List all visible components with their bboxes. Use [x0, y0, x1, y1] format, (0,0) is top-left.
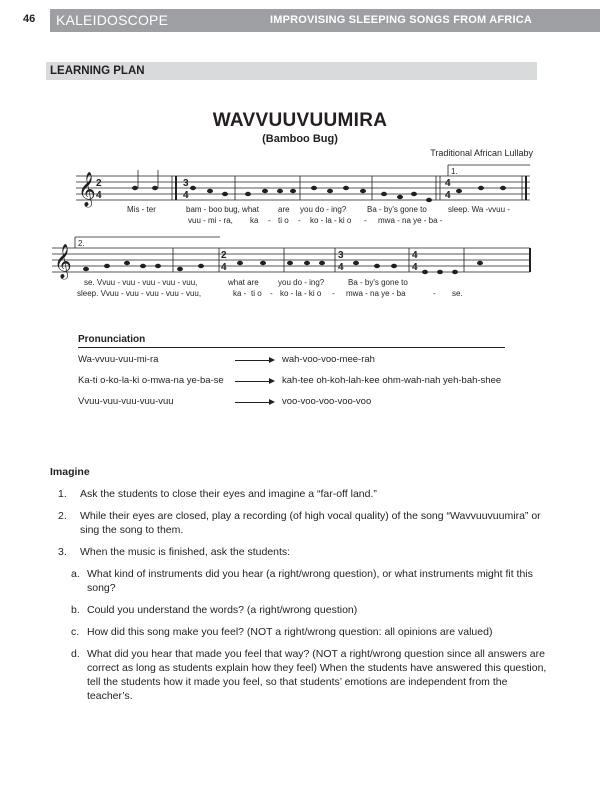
question-text: What did you hear that made you feel that way? (NOT a right/wrong question since all answers are correct as long as students explain how they feel) When the students have answered this question, tell the students how it made you feel, so that students’ emotions are independent from the teacher’s. [87, 648, 547, 702]
pronunciation-source: Vvuu-vuu-vuu-vuu-vuu [78, 396, 174, 407]
svg-text:4: 4 [221, 262, 227, 273]
svg-text:3: 3 [338, 250, 344, 261]
svg-text:2: 2 [221, 250, 227, 261]
question-letter: c. [71, 626, 80, 638]
lyrics-line-1-verse-2 [188, 216, 443, 225]
step-text: Ask the students to close their eyes and imagine a “far-off land.” [80, 488, 377, 500]
time-signatures-line-2 [221, 250, 418, 273]
pronunciation-sounds-like: voo-voo-voo-voo-voo [282, 396, 372, 407]
question-item [50, 625, 552, 639]
svg-text:4: 4 [183, 190, 189, 201]
running-title: IMPROVISING SLEEPING SONGS FROM AFRICA [269, 14, 532, 26]
pronunciation-source: Ka-ti o-ko-la-ki o-mwa-na ye-ba-se [78, 375, 224, 386]
staff-line-1 [76, 176, 530, 200]
lyrics-line-2-verse-2 [77, 289, 463, 298]
svg-text:Ba - by's gone to: Ba - by's gone to [367, 205, 427, 214]
second-ending-label: 2. [78, 239, 85, 248]
svg-text:se. Vvuu - vuu - vuu - vuu -: se. Vvuu - vuu - vuu - vuu - vuu, [84, 278, 198, 287]
lyrics-line-1-verse-1 [127, 205, 510, 214]
step-number: 1. [58, 488, 67, 500]
treble-clef-icon-2: 𝄞 [54, 245, 72, 278]
svg-text:ko - la - ki o: ko - la - ki o [310, 216, 352, 225]
brand-logo: KALEIDOSCOPE [56, 12, 169, 28]
imagine-heading: Imagine [50, 466, 90, 478]
svg-text:you do - ing?: you do - ing? [278, 278, 325, 287]
svg-text:vuu - mi - ra,: vuu - mi - ra, [188, 216, 233, 225]
section-title: LEARNING PLAN [50, 65, 145, 77]
question-letter: a. [71, 568, 80, 580]
question-text: Could you understand the words? (a right/wrong question) [87, 604, 358, 616]
svg-text:ti o: ti o [251, 289, 262, 298]
first-ending-label: 1. [451, 167, 458, 176]
pronunciation-divider [78, 347, 505, 348]
svg-text:ka -: ka - [233, 289, 247, 298]
svg-text:-: - [270, 289, 273, 298]
svg-text:4: 4 [96, 190, 102, 201]
step-number: 3. [58, 546, 67, 558]
step-item [50, 487, 550, 501]
question-item [50, 603, 552, 617]
arrow-right-icon [235, 360, 273, 361]
question-text: What kind of instruments did you hear (a right/wrong question), or what instruments might fit this song? [87, 568, 533, 594]
question-text: How did this song make you feel? (NOT a right/wrong question: all opinions are valued) [87, 626, 493, 638]
pronunciation-row [78, 375, 508, 389]
svg-text:4: 4 [412, 250, 418, 261]
imagine-section [50, 465, 550, 711]
svg-text:sleep. Vvuu - vuu - vuu - vuu: sleep. Vvuu - vuu - vuu - vuu - vuu, [77, 289, 202, 298]
step-text: When the music is finished, ask the students: [80, 546, 291, 558]
pronunciation-row [78, 354, 508, 368]
pronunciation-source: Wa-vvuu-vuu-mi-ra [78, 354, 159, 365]
pronunciation-sounds-like: kah-tee oh-koh-lah-kee ohm-wah-nah yeh-bah-shee [282, 375, 502, 386]
page-number: 46 [23, 13, 36, 25]
svg-text:4: 4 [338, 262, 344, 273]
staff-line-2 [52, 248, 530, 272]
lyrics-line-2-verse-1 [84, 278, 408, 287]
question-letter: b. [71, 604, 80, 616]
pronunciation-title: Pronunciation [78, 334, 146, 345]
svg-text:4: 4 [445, 178, 451, 189]
step-text: While their eyes are closed, play a recording (of high vocal quality) of the song “Wavvuuvuumira” or sing the song to them. [80, 510, 541, 536]
svg-text:bam - boo bug, what: bam - boo bug, what [186, 205, 259, 214]
song-subtitle: (Bamboo Bug) [262, 133, 338, 145]
pronunciation-row [78, 396, 508, 410]
step-item [50, 545, 550, 703]
svg-text:Ba - by's gone to: Ba - by's gone to [348, 278, 408, 287]
song-title: WAVVUUVUUMIRA [212, 110, 388, 131]
svg-text:-: - [298, 216, 301, 225]
svg-text:-: - [268, 216, 271, 225]
svg-text:Mis - ter: Mis - ter [127, 205, 156, 214]
svg-text:sleep. Wa -vvuu -: sleep. Wa -vvuu - [448, 205, 510, 214]
svg-text:-: - [433, 289, 436, 298]
svg-text:se.: se. [452, 289, 463, 298]
svg-text:4: 4 [412, 262, 418, 273]
svg-text:-: - [332, 289, 335, 298]
arrow-right-icon [235, 402, 273, 403]
imagine-steps [50, 487, 550, 703]
svg-text:2: 2 [96, 178, 102, 189]
svg-text:-: - [364, 216, 367, 225]
svg-text:ti o: ti o [278, 216, 289, 225]
question-letter: d. [71, 648, 80, 660]
question-list [71, 567, 550, 703]
svg-text:are: are [278, 205, 290, 214]
svg-text:ko - la - ki o: ko - la - ki o [280, 289, 322, 298]
treble-clef-icon: 𝄞 [78, 173, 96, 206]
pronunciation-sounds-like: wah-voo-voo-mee-rah [282, 354, 375, 365]
question-item [50, 567, 552, 595]
svg-text:3: 3 [183, 178, 189, 189]
svg-text:mwa - na ye - ba -: mwa - na ye - ba - [378, 216, 443, 225]
music-score [0, 0, 600, 320]
svg-text:ka: ka [250, 216, 259, 225]
svg-text:mwa - na ye - ba: mwa - na ye - ba [346, 289, 406, 298]
song-credit: Traditional African Lullaby [430, 148, 533, 158]
step-number: 2. [58, 510, 67, 522]
arrow-right-icon [235, 381, 273, 382]
svg-text:you do - ing?: you do - ing? [300, 205, 347, 214]
step-item [50, 509, 550, 537]
svg-text:4: 4 [445, 190, 451, 201]
question-item [50, 647, 552, 703]
svg-text:what are: what are [228, 278, 259, 287]
